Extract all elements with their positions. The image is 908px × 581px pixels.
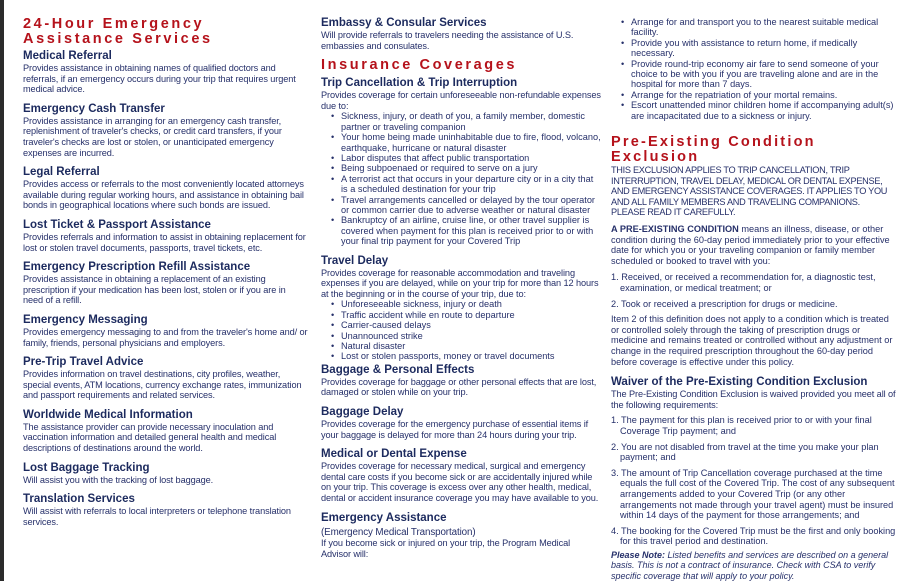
column-pre-existing: [611, 17, 896, 581]
item-body: Provides coverage for the emergency purchase of essential items if your baggage is delayed for more than 24 hours during your trip.: [321, 419, 589, 440]
travel-delay-item: [321, 255, 601, 362]
section-title-line1: 24-Hour Emergency: [23, 16, 205, 32]
bullet-item: • Carrier-caused delays: [331, 320, 601, 330]
item-title: Embassy & Consular Services: [321, 17, 487, 29]
bullet-item: 2. You are not disabled from travel at the time you make your plan payment; and: [611, 441, 879, 463]
item-body: Provides coverage for necessary medical, surgical and emergency dental care costs if you become sick or are accidentally injured while on your trip. This coverage is excess over any other health, medical, dental or accident insurance coverage you may have available to you.: [321, 461, 599, 504]
item-body: Provides assistance in arranging for an emergency cash transfer, replenishment of traveler's checks, or credit card transfers, if your traveler's checks are lost or stolen, or unanticipated emergency expenses are incurred.: [23, 115, 282, 158]
bullet-item: • Travel arrangements cancelled or delayed by the tour operator or common carrier due to adverse weather or natural disaster: [331, 195, 601, 216]
left-edge-bar: [0, 0, 4, 581]
assistance-bullet-list: [621, 17, 896, 121]
assistance-item: [23, 314, 308, 348]
item-body: Provides coverage for reasonable accommodation and traveling expenses if you are delayed, while on your trip for more than 12 hours at the beginning or in the course of your trip, due to:: [321, 267, 599, 299]
item2-note: Item 2 of this definition does not apply to a condition which is treated or controlled solely through the taking of prescription drugs or medicine and remains treated or controlled without any adjustment or change in the required prescription throughout the 60-day period before coverage is effective under this policy.: [611, 314, 893, 367]
assistance-item: [23, 462, 308, 486]
section-title-line2: Assistance Services: [23, 31, 213, 47]
assistance-item: [23, 50, 308, 95]
section-title-pre-existing: Pre-Existing Condition Exclusion: [611, 134, 816, 166]
bullet-item: • Provide you with assistance to return home, if medically necessary.: [621, 38, 896, 59]
item-title: Emergency Assistance: [321, 511, 447, 524]
column-insurance-coverages: [321, 17, 601, 567]
section-title-insurance: Insurance Coverages: [321, 57, 518, 74]
item-title: Baggage & Personal Effects: [321, 363, 475, 376]
item-subtitle: (Emergency Medical Transportation): [321, 526, 476, 538]
assistance-item: [23, 103, 308, 158]
trip-cancellation-item: [321, 77, 601, 246]
item-body: If you become sick or injured on your trip, the Program Medical Advisor will:: [321, 538, 571, 559]
item-title: Medical Referral: [23, 50, 112, 62]
bullet-item: • A terrorist act that occurs in your departure city or in a city that is a scheduled destination for your trip: [331, 174, 601, 195]
bullet-item: 1. The payment for this plan is received prior to or with your final Coverage Trip payment; and: [611, 415, 872, 436]
assistance-item: [23, 356, 308, 401]
item-title: Emergency Messaging: [23, 313, 148, 326]
bullet-item: • Escort unattended minor children home if accompanying adult(s) are incapacitated due to a sickness or injury.: [621, 100, 896, 121]
item-body: Provides emergency messaging to and from the traveler's home and/ or family, friends, personal physicians and employers.: [23, 326, 308, 348]
item-title: Pre-Trip Travel Advice: [23, 356, 144, 369]
assistance-item: [23, 166, 308, 211]
bullet-item: 4. The booking for the Covered Trip must be the first and only booking for this travel period and destination.: [611, 525, 896, 547]
assistance-list: [23, 50, 308, 527]
item-body: Will assist with referrals to local interpreters or telephone translation services.: [23, 506, 291, 527]
waiver-title: Waiver of the Pre-Existing Condition Exclusion: [611, 376, 868, 389]
item-body: Provides information on travel destinations, city profiles, weather, special events, ATM locations, currency exchange rates, immunization and passport requirements and related services.: [23, 369, 302, 401]
note-body: Listed benefits and services are described on a general basis. This is not a contract of insurance. Check with CSA to verify specific coverage that will apply to your policy.: [611, 549, 889, 581]
column-assistance-services: [23, 17, 308, 535]
embassy-consular-item: [321, 17, 601, 51]
assistance-item: [23, 493, 308, 527]
item-title: Baggage Delay: [321, 406, 404, 419]
bullet-list: [331, 111, 601, 246]
bullet-item: 2. Took or received a prescription for drugs or medicine.: [611, 298, 838, 309]
bullet-item: • Lost or stolen passports, money or travel documents: [331, 351, 601, 361]
assistance-item: [23, 261, 308, 306]
item-title: Emergency Prescription Refill Assistance: [23, 261, 251, 274]
item-title: Translation Services: [23, 493, 135, 506]
waiver-body: The Pre-Existing Condition Exclusion is waived provided you meet all of the following requirements:: [611, 389, 896, 410]
bullet-item: • Your home being made uninhabitable due to fire, flood, volcano, earthquake, hurricane or natural disaster: [331, 132, 601, 153]
definition-list: [611, 272, 896, 309]
item-body: Provides coverage for baggage or other personal effects that are lost, damaged or stolen while on your trip.: [321, 376, 597, 398]
item-body: Provides referrals and information to assist in obtaining replacement for lost or stolen travel documents, passports, travel tickets, etc.: [23, 231, 306, 253]
bullet-item: • Sickness, injury, or death of you, a family member, domestic partner or traveling companion: [331, 111, 601, 132]
assistance-item: [23, 219, 308, 253]
item-title: Trip Cancellation & Trip Interruption: [321, 77, 518, 90]
item-body: Provides coverage for certain unforeseeable non-refundable expenses due to:: [321, 90, 601, 111]
bullet-list: [331, 299, 601, 361]
bullet-item: • Labor disputes that affect public transportation: [331, 153, 601, 163]
item-body: Provides assistance in obtaining names of qualified doctors and referrals, if an emergency occurs during your trip that requires urgent medical advice.: [23, 63, 296, 95]
item-title: Emergency Cash Transfer: [23, 102, 165, 115]
waiver-section: [611, 376, 896, 547]
please-note: [611, 550, 896, 581]
item-body: The assistance provider can provide necessary inoculation and vaccination information and detailed general health and medical descriptions of destinations around the world.: [23, 421, 277, 454]
bullet-item: • Natural disaster: [331, 341, 601, 351]
item-title: Lost Ticket & Passport Assistance: [23, 218, 211, 231]
item-body: Will provide referrals to travelers needing the assistance of U.S. embassies and consulates.: [321, 30, 574, 51]
item-title: Medical or Dental Expense: [321, 448, 467, 461]
waiver-list: [611, 415, 896, 547]
definition-body: means an illness, disease, or other condition during the 60-day period immediately prior to your effective date for which you or your traveling companion or family member scheduled or booked to travel with you:: [611, 224, 890, 266]
bullet-item: • Bankruptcy of an airline, cruise line, or other travel supplier is covered when payment for this plan is received prior to or with your final trip payment for your Covered Trip: [331, 215, 601, 246]
baggage-delay-item: [321, 406, 601, 440]
emergency-assistance-item: [321, 512, 601, 560]
bullet-item: • Being subpoenaed or required to serve on a jury: [331, 163, 601, 173]
section-title-assistance: [23, 17, 308, 47]
baggage-personal-item: [321, 364, 601, 398]
item-title: Lost Baggage Tracking: [23, 461, 150, 474]
item-title: Travel Delay: [321, 254, 389, 267]
item-title: Worldwide Medical Information: [23, 408, 193, 421]
bullet-item: 1. Received, or received a recommendation for, a diagnostic test, examination, or medical treatment; or: [611, 272, 876, 293]
bullet-item: • Arrange for and transport you to the nearest suitable medical facility.: [621, 17, 896, 38]
definition-paragraph: [611, 224, 896, 266]
bullet-item: • Traffic accident while en route to departure: [331, 310, 601, 320]
medical-dental-item: [321, 448, 601, 503]
bullet-item: • Unannounced strike: [331, 331, 601, 341]
item-body: Provides assistance in obtaining a replacement of an existing prescription if your medication has been lost, stolen or if you are in need of a refill.: [23, 274, 286, 306]
item-title: Legal Referral: [23, 166, 100, 179]
bullet-item: • Arrange for the repatriation of your mortal remains.: [621, 90, 896, 100]
bullet-item: • Unforeseeable sickness, injury or death: [331, 299, 601, 309]
definition-term: A PRE-EXISTING CONDITION: [611, 224, 739, 235]
item-body: Provides access or referrals to the most conveniently located attorneys available during regular working hours, and assistance in obtaining bail bonds in geographical locations where such bonds are issued.: [23, 179, 304, 211]
assistance-item: [23, 409, 308, 454]
exclusion-caps-text: THIS EXCLUSION APPLIES TO TRIP CANCELLATION, TRIP INTERRUPTION, TRAVEL DELAY, MEDICAL OR DENTAL EXPENSE, AND EMERGENCY ASSISTANCE COVERAGES. IT APPLIES TO YOU AND ALL FAMILY MEMBERS AND TRAVELING COMPANIONS. PLEASE READ IT CAREFULLY.: [611, 165, 888, 218]
note-label: Please Note:: [611, 549, 666, 560]
bullet-item: • Provide round-trip economy air fare to send someone of your choice to be with you if you are traveling alone and are in the hospital for more than 7 days.: [621, 59, 896, 90]
bullet-item: 3. The amount of Trip Cancellation coverage purchased at the time equals the full cost of the Covered Trip. The cost of any subsequent arrangements added to your Covered Trip (or any other arrangements not made through your travel agent) must be insured within 14 days of the payment for those arrangements; and: [611, 467, 895, 521]
item-body: Will assist you with the tracking of lost baggage.: [23, 474, 214, 485]
